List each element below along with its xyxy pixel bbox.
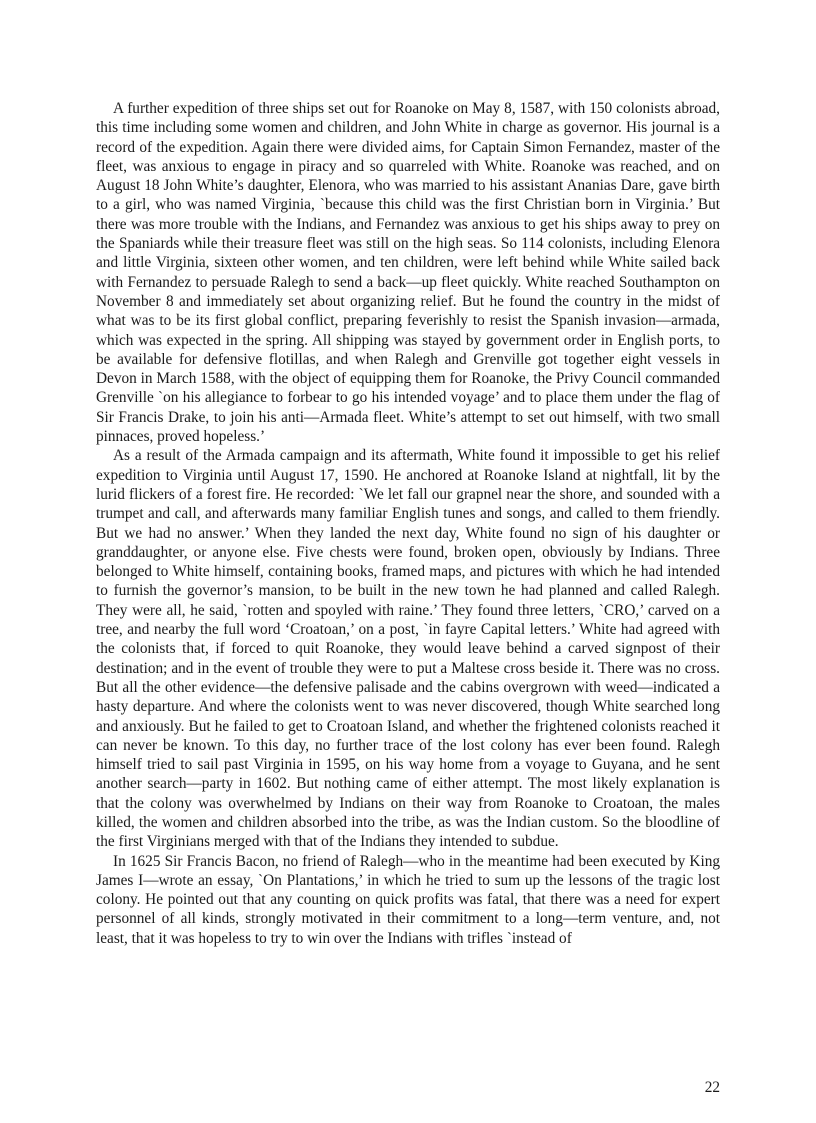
document-body	[96, 99, 720, 948]
paragraph-2: As a result of the Armada campaign and its aftermath, White found it impossible to get his relief expedition to Virginia until August 17, 1590. He anchored at Roanoke Island at nightfall, lit by the lurid flickers of a forest fire. He recorded: `We let fall our grapnel near the shore, and sounded with a trumpet and call, and afterwards many familiar English tunes and songs, and called to them friendly. But we had no answer.’ When they landed the next day, White found no sign of his daughter or granddaughter, or anyone else. Five chests were found, broken open, obviously by Indians. Three belonged to White himself, containing books, framed maps, and pictures with which he had intended to furnish the governor’s mansion, to be built in the new town he had planned and called Ralegh. They were all, he said, `rotten and spoyled with raine.’ They found three letters, `CRO,’ carved on a tree, and nearby the full word ‘Croatoan,’ on a post, `in fayre Capital letters.’ White had agreed with the colonists that, if forced to quit Roanoke, they would leave behind a carved signpost of their destination; and in the event of trouble they were to put a Maltese cross beside it. There was no cross. But all the other evidence—the defensive palisade and the cabins overgrown with weed—indicated a hasty departure. And where the colonists went to was never discovered, though White searched long and anxiously. But he failed to get to Croatoan Island, and whether the frightened colonists reached it can never be known. To this day, no further trace of the lost colony has ever been found. Ralegh himself tried to sail past Virginia in 1595, on his way home from a voyage to Guyana, and he sent another search—party in 1602. But nothing came of either attempt. The most likely explanation is that the colony was overwhelmed by Indians on their way from Roanoke to Croatoan, the males killed, the women and children absorbed into the tribe, as was the Indian custom. So the bloodline of the first Virginians merged with that of the Indians they intended to subdue.	[96, 447, 720, 851]
page-number: 22	[704, 1079, 720, 1096]
paragraph-3: In 1625 Sir Francis Bacon, no friend of Ralegh—who in the meantime had been executed by King James I—wrote an essay, `On Plantations,’ in which he tried to sum up the lessons of the tragic lost colony. He pointed out that any counting on quick profits was fatal, that there was a need for expert personnel of all kinds, strongly motivated in their commitment to a long—term venture, and, not least, that it was hopeless to try to win over the Indians with trifles `instead of	[96, 852, 720, 947]
paragraph-1: A further expedition of three ships set out for Roanoke on May 8, 1587, with 150 colonists abroad, this time including some women and children, and John White in charge as governor. His journal is a record of the expedition. Again there were divided aims, for Captain Simon Fernandez, master of the fleet, was anxious to engage in piracy and so quarreled with White. Roanoke was reached, and on August 18 John White’s daughter, Elenora, who was married to his assistant Ananias Dare, gave birth to a girl, who was named Virginia, `because this child was the first Christian born in Virginia.’ But there was more trouble with the Indians, and Fernandez was anxious to get his ships away to prey on the Spaniards while their treasure fleet was still on the high seas. So 114 colonists, including Elenora and little Virginia, sixteen other women, and ten children, were left behind while White sailed back with Fernandez to persuade Ralegh to send a back—up fleet quickly. White reached Southampton on November 8 and immediately set about organizing relief. But he found the country in the midst of what was to be its first global conflict, preparing feverishly to resist the Spanish invasion—armada, which was expected in the spring. All shipping was stayed by government order in English ports, to be available for defensive flotillas, and when Ralegh and Grenville got together eight vessels in Devon in March 1588, with the object of equipping them for Roanoke, the Privy Council commanded Grenville `on his allegiance to forbear to go his intended voyage’ and to place them under the flag of Sir Francis Drake, to join his anti—Armada fleet. White’s attempt to set out himself, with two small pinnaces, proved hopeless.’	[96, 100, 720, 446]
